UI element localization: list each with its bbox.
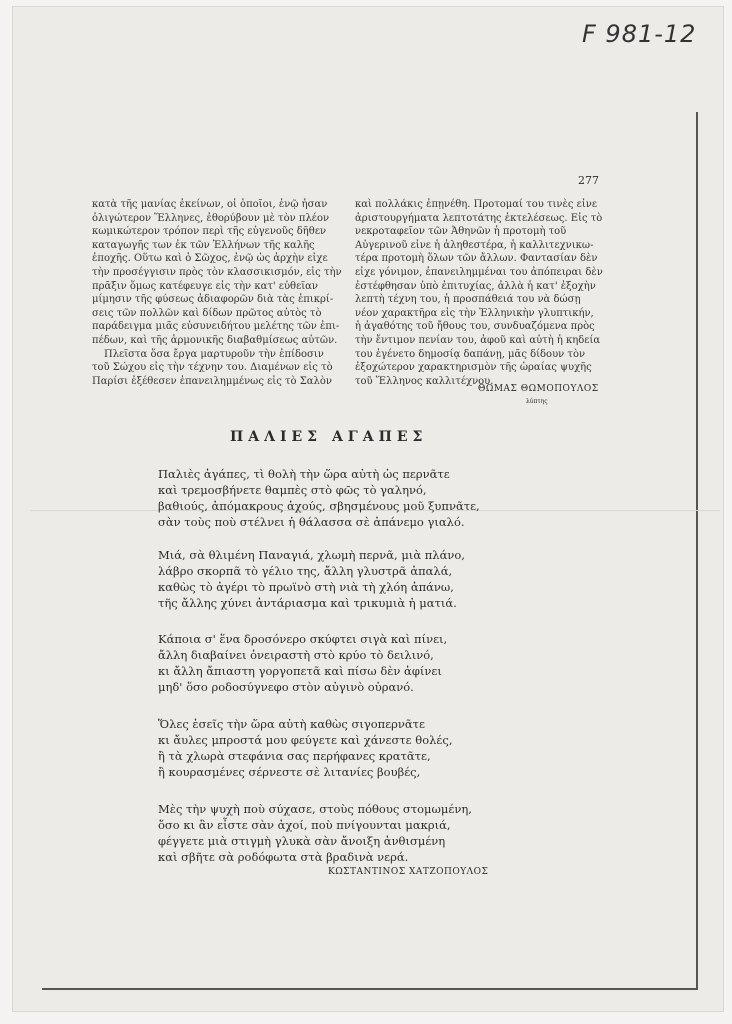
poem-line: Ὅλες ἐσεῖς τὴν ὥρα αὐτὴ καθὼς σιγοπερνᾶτε: [158, 717, 425, 731]
poem-body: [158, 466, 538, 882]
article-line: τὴν ἔντιμον πενίαν του, ἀφοῦ καὶ αὐτὴ ἡ κηδεία: [355, 334, 601, 346]
poem-line: λάβρο σκορπᾶ τὸ γέλιο της, ἄλλη γλυστρᾶ ἁπαλά,: [158, 564, 453, 578]
article-right-column: [355, 198, 620, 388]
poem-line: τῆς ἄλλης χύνει ἀντάριασμα καὶ τρικυμιὰ ἡ ματιά.: [158, 596, 457, 610]
article-line: τοῦ Ἕλληνος καλλιτέχνου.: [355, 375, 494, 387]
article-line: νέον χαρακτῆρα εἰς τὴν Ἑλληνικὴν γλυπτικήν,: [355, 307, 594, 319]
article-line: νεκροταφεῖον τῶν Ἀθηνῶν ἡ προτομὴ τοῦ: [355, 226, 567, 238]
article-line: κατὰ τῆς μανίας ἐκείνων, οἱ ὁποῖοι, ἐνῷ ἦσαν: [92, 199, 328, 210]
article-line: κωμικώτερον τρόπον περὶ τῆς εὐγενοῦς δῆθεν: [92, 226, 327, 238]
article-line: τοῦ Σώχου εἰς τὴν τέχνην του. Διαμένων εἰς τὸ: [92, 362, 333, 374]
poem-line: Μὲς τὴν ψυχὴ ποὺ σύχασε, στοὺς πόθους στομωμένη,: [158, 802, 472, 816]
poem-stanza: [158, 801, 538, 865]
poem-line: ἢ κουρασμένες σέρνεστε σὲ λιτανίες βουβές,: [158, 765, 421, 779]
article-line: του ἐγένετο δημοσίᾳ δαπάνῃ, μᾶς δίδουν τὸν: [355, 348, 586, 360]
article-line: παράδειγμα μιᾶς εὐσυνειδήτου μελέτης τῶν ἐπι-: [92, 321, 340, 333]
archive-reference-number: F 981-12: [582, 20, 697, 48]
article-line: ἐποχῆς. Οὕτω καὶ ὁ Σῶχος, ἐνῷ ὡς ἀρχὴν εἶχε: [92, 253, 328, 265]
article-line: μίμησιν τῆς φύσεως ἀδιαφορῶν διὰ τὰς ἐπικρί-: [92, 294, 334, 306]
article-line: ἐστέφθησαν ὑπὸ ἐπιτυχίας, ἀλλὰ ἡ κατ' ἐξοχὴν: [355, 280, 596, 292]
article-line: ἐξοχώτερον χαρακτηρισμὸν τῆς ὡραίας ψυχῆς: [355, 362, 592, 374]
poem-stanza: [158, 466, 538, 530]
article-line: πέδων, καὶ τῆς ἁρμονικῆς διαβαθμίσεως αὐτῶν.: [92, 334, 338, 346]
article-left-column: [92, 198, 357, 388]
article-line: πρᾶξιν ὅμως κατέφευγε εἰς τὴν κατ' εὐθεῖαν: [92, 280, 318, 292]
poem-line: Μιά, σὰ θλιμένη Παναγιά, χλωμὴ περνᾶ, μιὰ πλάνο,: [158, 548, 465, 562]
article-line: Αὐγερινοῦ εἶνε ἡ ἀληθεστέρα, ἡ καλλιτεχνικω-: [355, 239, 594, 251]
poem-author: ΚΩΣΤΑΝΤΙΝΟΣ ΧΑΤΖΟΠΟΥΛΟΣ: [328, 867, 489, 877]
poem-line: καθὼς τὸ ἀγέρι τὸ πρωϊνὸ στὴ νιὰ τὴ χλόη ἀπάνω,: [158, 580, 454, 594]
article-author-role: λύπτης: [526, 398, 548, 405]
article-author: ΘΩΜΑΣ ΘΩΜΟΠΟΥΛΟΣ: [478, 384, 599, 394]
article-line: τὴν προσέγγισιν πρὸς τὸν κλασσικισμόν, εἰς τὴν: [92, 266, 342, 278]
poem-title: ΠΑΛΙΕΣ ΑΓΑΠΕΣ: [230, 429, 428, 445]
poem-line: Παλιὲς ἀγάπες, τὶ θολὴ τὴν ὥρα αὐτὴ ὡς περνᾶτε: [158, 467, 450, 481]
article-line: ἡ ἀγαθότης τοῦ ἤθους του, συνδυαζόμενα πρὸς: [355, 321, 595, 333]
poem-line: ἢ τὰ χλωρὰ στεφάνια σας περήφανες κρατᾶτε,: [158, 749, 431, 763]
article-line: σεις τῶν πολλῶν καὶ δίδων πρῶτος αὐτὸς τὸ: [92, 307, 322, 319]
poem-line: φέγγετε μιὰ στιγμὴ γλυκὰ σὰν ἄνοιξη ἀνθισμένη: [158, 834, 446, 848]
poem-stanza: [158, 631, 538, 695]
article-line: καὶ πολλάκις ἐπῃνέθη. Προτομαί του τινὲς εἶνε: [355, 199, 598, 210]
article-line: Παρίσι ἐξέθεσεν ἐπανειλημμένως εἰς τὸ Σαλὸν: [92, 375, 332, 387]
poem-line: κι ἄυλες μπροστά μου φεύγετε καὶ χάνεστε θολές,: [158, 733, 453, 747]
poem-line: καὶ τρεμοσβήνετε θαμπὲς στὸ φῶς τὸ γαληνό,: [158, 483, 427, 497]
page-number: 277: [578, 174, 599, 187]
article-line: Πλεῖστα ὅσα ἔργα μαρτυροῦν τὴν ἐπίδοσιν: [104, 348, 324, 360]
poem-line: ἄλλη διαβαίνει ὀνειραστὴ στὸ κρύο τὸ δειλινό,: [158, 648, 434, 662]
article-line: ὀλιγώτερον Ἕλληνες, ἐθορύβουν μὲ τὸν πλέον: [92, 212, 330, 224]
article-line: λεπτὴ τέχνη του, ἡ προσπάθειά του νὰ δώσῃ: [355, 294, 581, 306]
article-line: ἀριστουργήματα λεπτοτάτης ἐκτελέσεως. Εἰς τὸ: [355, 212, 603, 224]
article-line: καταγωγῆς των ἐκ τῶν Ἑλλήνων τῆς καλῆς: [92, 239, 315, 251]
poem-stanza: [158, 716, 538, 780]
poem-line: βαθιούς, ἀπόμακρους ἀχούς, σβησμένους μοῦ ξυπνᾶτε,: [158, 499, 480, 513]
poem-line: Κάποια σ' ἕνα δροσόνερο σκύφτει σιγὰ καὶ πίνει,: [158, 632, 448, 646]
article-line: εἶχε γόνιμον, ἐπανειλημμέναι του ἀπόπειραι δὲν: [355, 266, 603, 278]
poem-line: μηδ' ὅσο ροδοσύγνεφο στὸν αὐγινὸ οὐρανό.: [158, 680, 414, 694]
poem-line: σὰν τοὺς ποὺ στέλνει ἡ θάλασσα σὲ ἀπάνεμο γιαλό.: [158, 515, 465, 529]
poem-line: κι ἄλλη ἄπιαστη γοργοπετᾶ καὶ πίσω δὲν ἀφίνει: [158, 664, 442, 678]
poem-stanza: [158, 547, 538, 611]
article-line: τέρα προτομὴ ὅλων τῶν ἄλλων. Φαντασίαν δὲν: [355, 253, 598, 265]
poem-line: ὅσο κι ἂν εἶστε σὰν ἀχοί, ποὺ πνίγουνται μακριά,: [158, 818, 451, 832]
poem-line: καὶ σβῆτε σὰ ροδόφωτα στὰ βραδινὰ νερά.: [158, 850, 409, 864]
